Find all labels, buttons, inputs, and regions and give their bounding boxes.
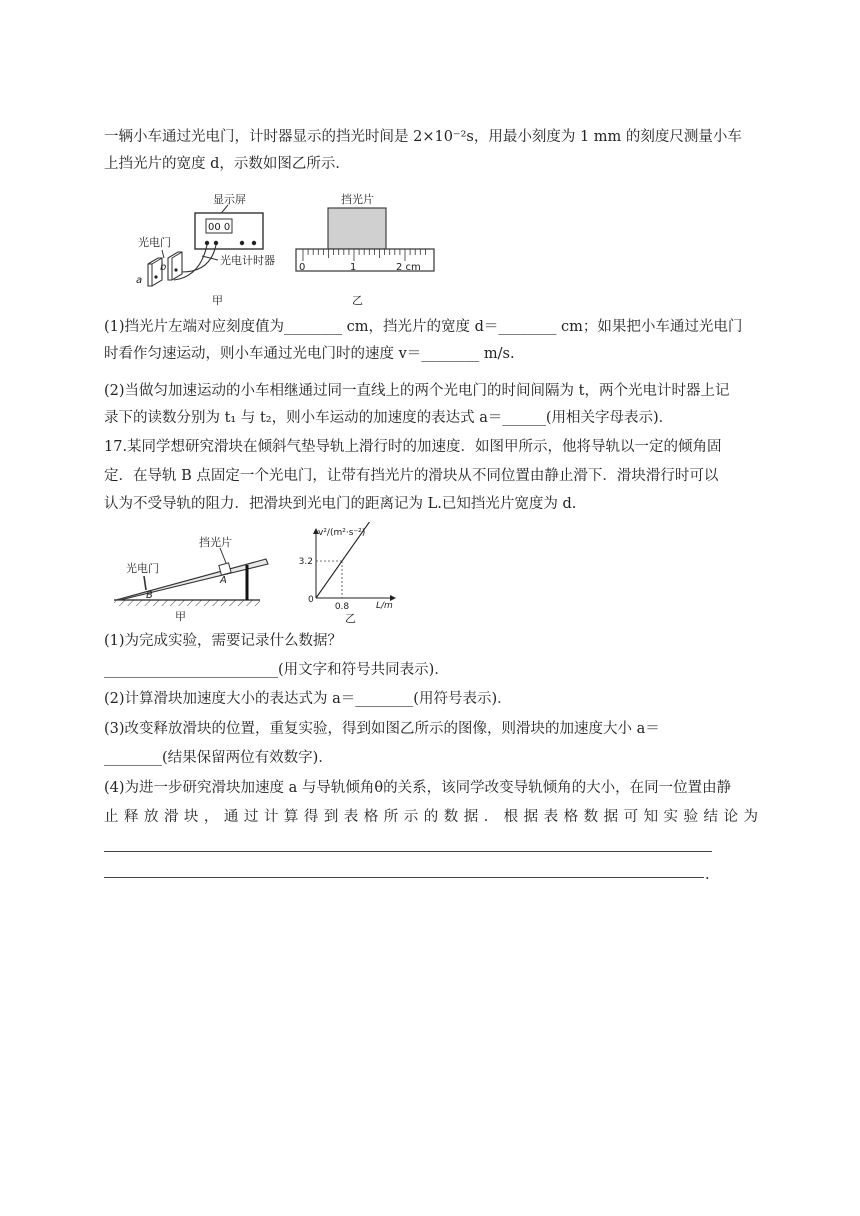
figure-caption-right-2: 乙: [345, 612, 356, 625]
text-line-2: 上挡光片的宽度 d，示数如图乙所示．: [104, 156, 350, 172]
text-line-3: (1)挡光片左端对应刻度值为________ cm，挡光片的宽度 d＝________ cm；如果把小车通过光电门: [104, 319, 743, 335]
photogate-figure: [130, 188, 440, 314]
text-line-9: 认为不受导轨的阻力．把滑块到光电门的距离记为 L.已知挡光片宽度为 d.: [104, 496, 577, 512]
text-line-5: (2)当做匀加速运动的小车相继通过同一直线上的两个光电门的时间间隔为 t，两个光电计时器上记: [104, 383, 730, 399]
ground: [114, 600, 260, 606]
text-line-8: 定．在导轨 B 点固定一个光电门，让带有挡光片的滑块从不同位置由静止滑下．滑块滑行时可以: [104, 468, 719, 484]
figure-caption-left-2: 甲: [175, 610, 186, 623]
timer-label: 光电计时器: [220, 254, 275, 267]
text-line-10: (1)为完成实验，需要记录什么数据？: [104, 633, 343, 649]
point-B-label: B: [146, 590, 153, 601]
answer-blank-line-2: [104, 877, 704, 878]
flag-label-2: 挡光片: [199, 536, 232, 549]
x-axis-label: L/m: [376, 601, 393, 611]
incline-figure: [110, 530, 280, 626]
text-line-13: (3)改变释放滑块的位置，重复实验，得到如图乙所示的图像，则滑块的加速度大小 a＝: [104, 721, 660, 737]
text-line-11: ________________________(用文字和符号共同表示)．: [104, 662, 449, 678]
figure-caption-left: 甲: [212, 294, 223, 307]
ruler-tick-2: 2 cm: [396, 262, 421, 273]
point-b-label: b: [160, 262, 167, 273]
slider-block: [219, 563, 231, 575]
answer-period: .: [705, 867, 710, 883]
text-line-7: 17.某同学想研究滑块在倾斜气垫导轨上滑行时的加速度．如图甲所示，他将导轨以一定的倾角固: [104, 439, 722, 455]
origin-label: 0: [308, 595, 314, 605]
figure-caption-right: 乙: [352, 294, 363, 307]
display-value: 00 0: [208, 222, 231, 233]
point-a-label: a: [136, 275, 143, 286]
y-axis-label: v²/(m²·s⁻²): [318, 528, 366, 538]
flag-label: 挡光片: [341, 193, 374, 206]
gate-label: 光电门: [138, 236, 171, 249]
text-line-4: 时看作匀速运动，则小车通过光电门时的速度 v＝________ m/s.: [104, 346, 515, 362]
text-line-14: ________(结果保留两位有效数字)．: [104, 750, 333, 766]
text-line-6: 录下的读数分别为 t₁ 与 t₂，则小车运动的加速度的表达式 a＝______(用相关字母表示)．: [104, 410, 674, 426]
text-line-15: (4)为进一步研究滑块加速度 a 与导轨倾角θ的关系，该同学改变导轨倾角的大小，在同一位置由静: [104, 780, 732, 796]
point-A-label: A: [220, 575, 227, 586]
display-screen-label: 显示屏: [213, 193, 246, 206]
answer-blank-line-1: [104, 851, 712, 852]
text-line-16: 止释放滑块，通过计算得到表格所示的数据．根据表格数据可知实验结论为: [104, 809, 758, 825]
text-line-1: 一辆小车通过光电门，计时器显示的挡光时间是 2×10⁻²s，用最小刻度为 1 mm 的刻度尺测量小车: [104, 129, 742, 145]
light-shield-flag: [328, 208, 386, 249]
ruler-tick-1: 1: [350, 262, 357, 273]
text-line-12: (2)计算滑块加速度大小的表达式为 a＝________(用符号表示)．: [104, 691, 512, 707]
v2-L-graph: [290, 522, 400, 628]
y-tick-label: 3.2: [298, 557, 313, 567]
x-tick-label: 0.8: [334, 602, 350, 612]
gate-label-2: 光电门: [126, 562, 159, 575]
ruler-tick-0: 0: [299, 262, 306, 273]
